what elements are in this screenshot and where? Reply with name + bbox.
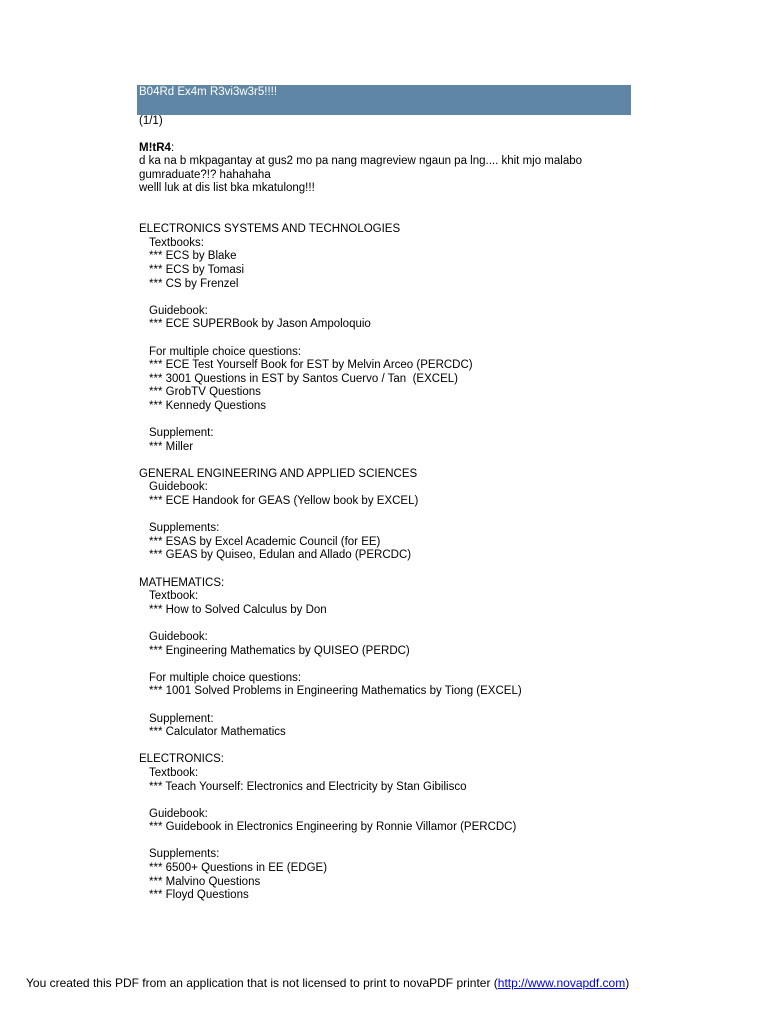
group-label: For multiple choice questions: [149,671,302,684]
group-label: Guidebook: [149,807,208,820]
group-label: Textbook: [149,766,199,779]
page-count: (1/1) [139,115,163,127]
footer-text-before: You created this PDF from an application that is not licensed to print to novaPDF printer ( [26,976,498,990]
list-item: *** Calculator Mathematics [149,726,286,739]
group-label: For multiple choice questions: [149,345,302,358]
pdf-license-footer [26,976,629,990]
group-label: Guidebook: [149,304,208,317]
list-item: *** Miller [149,440,194,453]
thread-title: B04Rd Ex4m R3vi3w3r5!!!! [139,86,278,98]
section-heading: MATHEMATICS: [139,576,225,589]
list-item: *** GEAS by Quiseo, Edulan and Allado (PERCDC) [149,549,412,562]
intro-line: welll luk at dis list bka mkatulong!!! [139,182,315,195]
list-item: *** Kennedy Questions [149,399,266,412]
group-label: Guidebook: [149,481,208,494]
list-item: *** Engineering Mathematics by QUISEO (PERDC) [149,644,410,657]
post-content [139,115,659,903]
post-author-line [139,142,659,156]
novapdf-link[interactable]: http://www.novapdf.com [497,976,626,990]
group-label: Supplement: [149,712,214,725]
post-author-colon: : [170,141,175,154]
list-item: *** ECE Handook for GEAS (Yellow book by EXCEL) [149,495,419,508]
list-item: *** 3001 Questions in EST by Santos Cuervo / Tan (EXCEL) [149,372,458,385]
list-item: *** ECE Test Yourself Book for EST by Melvin Arceo (PERCDC) [149,359,473,372]
list-item: *** ECS by Tomasi [149,263,245,276]
list-item: *** ESAS by Excel Academic Council (for EE) [149,535,381,548]
group-label: Textbooks: [149,236,204,249]
list-item: *** ECE SUPERBook by Jason Ampoloquio [149,318,371,331]
group-label: Supplements: [149,522,220,535]
section-heading: GENERAL ENGINEERING AND APPLIED SCIENCES [139,467,418,480]
footer-text-after: ) [625,976,630,990]
list-item: *** How to Solved Calculus by Don [149,603,327,616]
group-label: Supplement: [149,427,214,440]
section-heading: ELECTRONICS: [139,753,224,766]
list-item: *** GrobTV Questions [149,386,261,399]
list-item: *** ECS by Blake [149,250,237,263]
section-heading: ELECTRONICS SYSTEMS AND TECHNOLOGIES [139,223,401,236]
group-label: Supplements: [149,848,220,861]
group-label: Guidebook: [149,630,208,643]
group-label: Textbook: [149,590,199,603]
list-item: *** Malvino Questions [149,875,261,888]
list-item: *** 6500+ Questions in EE (EDGE) [149,862,328,875]
list-item: *** CS by Frenzel [149,277,239,290]
post-author: M!tR4 [139,141,171,154]
list-item: *** Floyd Questions [149,889,249,902]
list-item: *** 1001 Solved Problems in Engineering Mathematics by Tiong (EXCEL) [149,685,522,698]
thread-title-bar [137,85,631,115]
list-item: *** Teach Yourself: Electronics and Electricity by Stan Gibilisco [149,780,467,793]
intro-line: d ka na b mkpagantay at gus2 mo pa nang magreview ngaun pa lng.... khit mjo malabo [139,155,583,168]
intro-line: gumraduate?!? hahahaha [139,168,271,181]
list-item: *** Guidebook in Electronics Engineering by Ronnie Villamor (PERCDC) [149,821,517,834]
